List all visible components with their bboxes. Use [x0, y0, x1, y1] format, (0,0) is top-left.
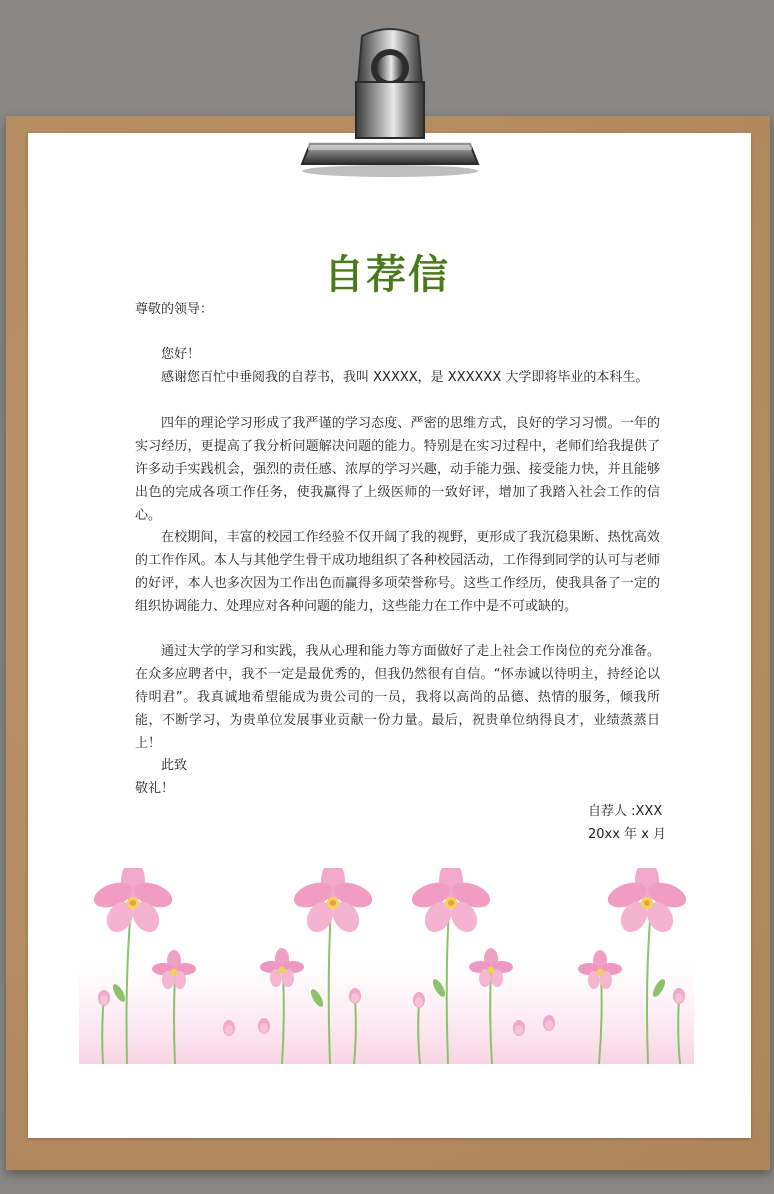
flower-decoration-icon [79, 868, 694, 1064]
letter-intro-block [135, 343, 660, 389]
hello-line: 您好！ [161, 347, 201, 362]
letter-greeting: 尊敬的领导： [135, 302, 214, 317]
closing-cizhi: 此致 [161, 758, 188, 773]
intro-line: 感谢您百忙中垂阅我的自荐书，我叫 XXXXX，是 XXXXXX 大学即将毕业的本科生。 [161, 370, 649, 385]
letter-title: 自荐信 [324, 252, 450, 298]
signature: 自荐人 :XXX [588, 804, 663, 819]
closing-jingli: 敬礼！ [135, 781, 175, 796]
paragraph-2: 在校期间，丰富的校园工作经验不仅开阔了我的视野，更形成了我沉稳果断、热忱高效的工作作风。本人与其他学生骨干成功地组织了各种校园活动，工作得到同学的认可与老师的好评，本人也多次因为工作出色而赢得多项荣誉称号。这些工作经历，使我具备了一定的组织协调能力、处理应对各种问题的能力，这些能力在工作中是不可或缺的。 [135, 530, 660, 614]
paragraph-3: 通过大学的学习和实践，我从心理和能力等方面做好了走上社会工作岗位的充分准备。在众多应聘者中，我不一定是最优秀的，但我仍然很有自信。“怀赤诚以待明主，持经论以待明君”。我真诚地希望能成为贵公司的一员，我将以高尚的品德、热情的服务，倾我所能，不断学习，为贵单位发展事业贡献一份力量。最后，祝贵单位纳得良才，业绩蒸蒸日上！ [135, 644, 660, 751]
letter-date: 20xx 年 x 月 [588, 827, 667, 842]
binder-clip-icon [300, 24, 480, 184]
paragraph-1: 四年的理论学习形成了我严谨的学习态度、严密的思维方式，良好的学习习惯。一年的实习经历，更提高了我分析问题解决问题的能力。特别是在实习过程中，老师们给我提供了许多动手实践机会，强烈的责任感、浓厚的学习兴趣，动手能力强、接受能力快，并且能够出色的完成各项工作任务，使我赢得了上级医师的一致好评，增加了我踏入社会工作的信心。 [135, 416, 660, 523]
